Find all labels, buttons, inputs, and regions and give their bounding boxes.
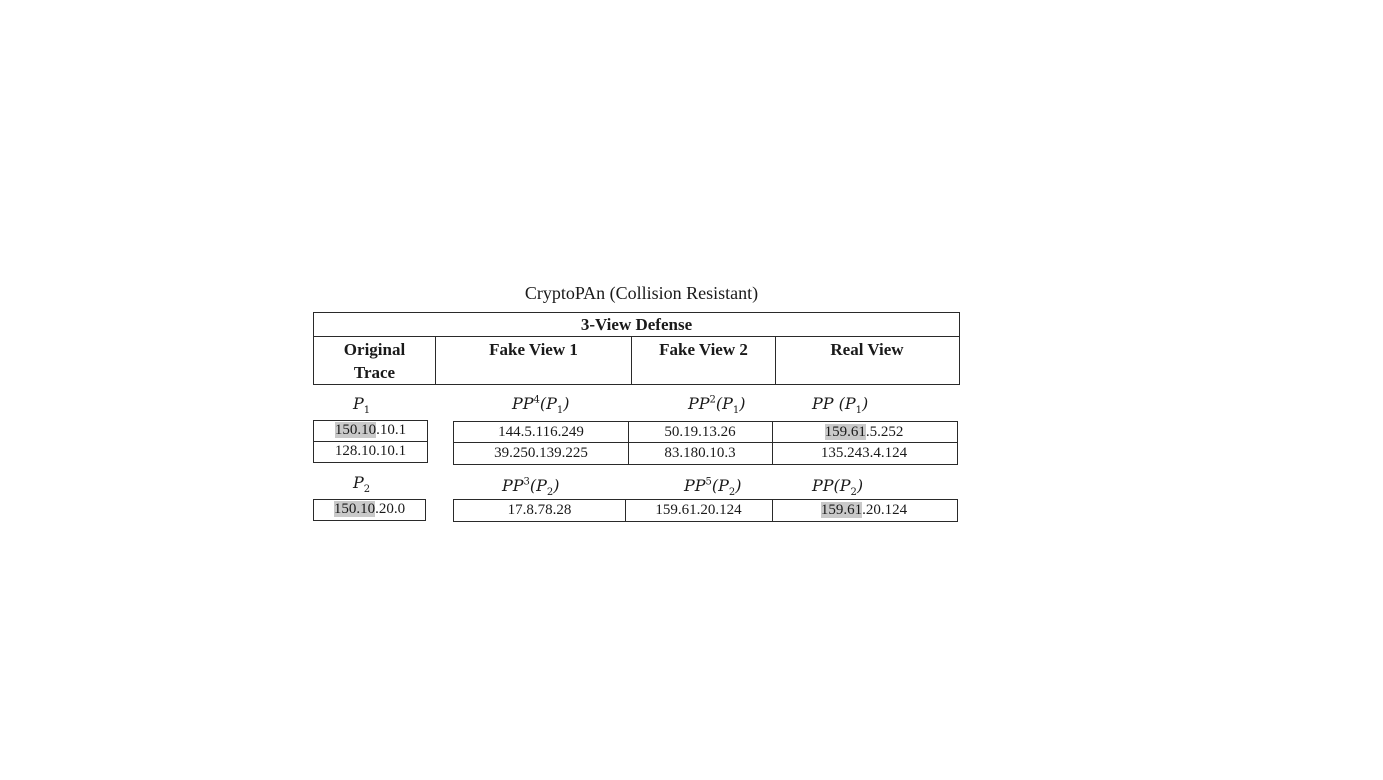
col-fake-view-2: Fake View 2: [631, 337, 775, 384]
original-trace-box-2: [313, 499, 426, 521]
fake1-ip: 144.5.116.249: [498, 424, 584, 440]
figure-title: CryptoPAn (Collision Resistant): [524, 283, 759, 303]
col-real-view: Real View: [775, 337, 958, 384]
highlight-prefix: 150.10: [334, 422, 377, 438]
label-pp5-p2: $PP^5(P_2)$: [684, 476, 742, 499]
divider: [454, 442, 957, 443]
ip-suffix: .20.0: [375, 501, 406, 517]
label-pp4-p1: $PP^4(P_1)$: [512, 394, 570, 417]
real-ip: [772, 423, 956, 442]
label-pp2-p1: $PP^2(P_1)$: [688, 394, 746, 417]
real-ip: 135.243.4.124: [820, 445, 908, 461]
highlight-prefix: 150.10: [333, 501, 376, 517]
label-pp-p1: PP $(P_1)$: [812, 394, 869, 417]
fake2-ip: 83.180.10.3: [664, 445, 736, 461]
views-box-1: [453, 421, 958, 465]
original-trace-box-1: [313, 420, 428, 463]
orig-ip-row: [314, 421, 427, 441]
col-original-trace: Original Trace: [343, 340, 406, 382]
ip-suffix: .20.124: [862, 502, 908, 518]
label-p1: $P_1$: [353, 394, 371, 417]
ip-suffix: .10.1: [376, 422, 407, 438]
fake1-ip: 17.8.78.28: [507, 502, 572, 518]
header-text: 3-View Defense: [580, 315, 693, 334]
label-pp3-p2: $PP^3(P_2)$: [502, 476, 560, 499]
highlight-prefix: 159.61: [820, 502, 863, 518]
col-fake-view-1: Fake View 1: [435, 337, 631, 384]
label-pp-p2: $PP(P_2)$: [812, 476, 864, 499]
highlight-prefix: 159.61: [824, 424, 866, 440]
fake2-ip: 159.61.20.124: [655, 502, 742, 518]
column-headers: [313, 336, 960, 385]
orig-ip-row: [314, 500, 425, 519]
ip-suffix: .5.252: [865, 424, 904, 440]
fake1-ip: 39.250.139.225: [494, 445, 588, 461]
header-row: [313, 312, 960, 337]
fake2-ip: 50.19.13.26: [664, 424, 736, 440]
label-p2: $P_2$: [353, 473, 371, 496]
ip-text: 128.10.10.1: [334, 443, 407, 459]
orig-ip-row: [314, 441, 427, 462]
real-ip: [772, 501, 956, 520]
views-box-2: [453, 499, 958, 522]
